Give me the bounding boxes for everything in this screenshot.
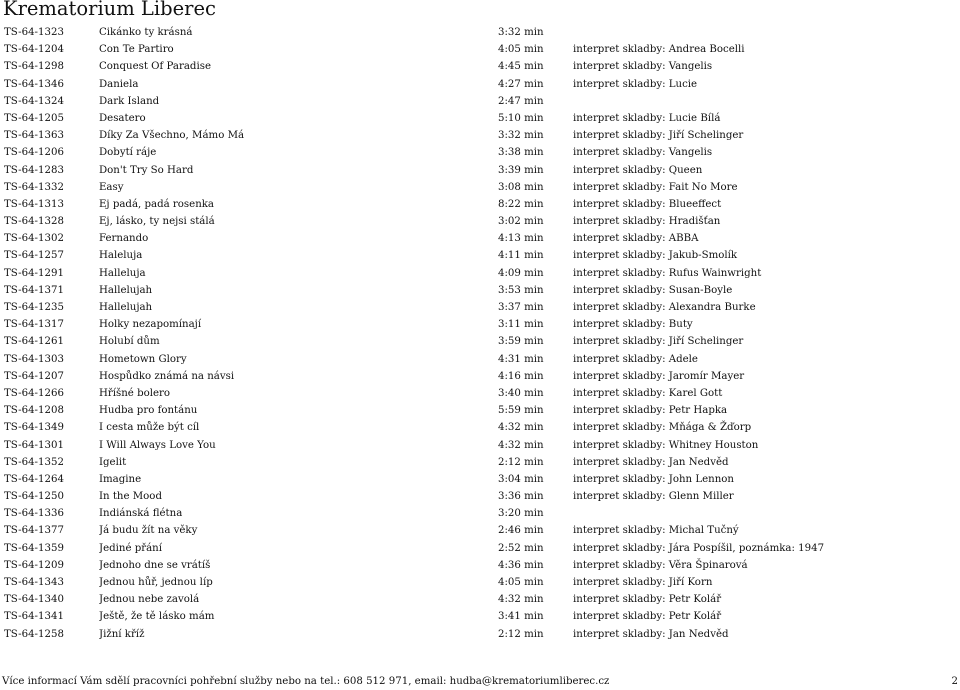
song-performer: interpret skladby: ABBA <box>573 233 699 245</box>
song-table <box>0 24 960 643</box>
song-title: Dark Island <box>99 95 160 107</box>
song-performer: interpret skladby: Jakub-Smolík <box>573 250 738 262</box>
song-title: Dobytí ráje <box>99 147 157 159</box>
song-title: Easy <box>99 181 124 193</box>
song-title: Haleluja <box>99 250 143 262</box>
table-row <box>0 213 960 230</box>
song-performer: interpret skladby: Hradišťan <box>573 216 721 228</box>
song-code: TS-64-1324 <box>4 95 64 107</box>
song-code: TS-64-1313 <box>4 198 64 210</box>
song-duration: 4:45 min <box>498 61 544 73</box>
song-duration: 3:38 min <box>498 147 544 159</box>
song-code: TS-64-1298 <box>4 61 64 73</box>
song-performer: interpret skladby: Petr Kolář <box>573 594 722 606</box>
song-performer: interpret skladby: Jan Nedvěd <box>573 628 729 640</box>
song-duration: 2:46 min <box>498 525 544 537</box>
song-code: TS-64-1301 <box>4 439 64 451</box>
song-performer: interpret skladby: Rufus Wainwright <box>573 267 762 279</box>
song-title: Cikánko ty krásná <box>99 27 193 38</box>
song-duration: 3:53 min <box>498 284 544 296</box>
song-title: Díky Za Všechno, Mámo Má <box>99 130 245 142</box>
song-duration: 4:13 min <box>498 233 544 245</box>
table-row <box>0 179 960 196</box>
table-row <box>0 316 960 333</box>
table-row <box>0 144 960 161</box>
song-performer: interpret skladby: Petr Hapka <box>573 405 728 417</box>
song-code: TS-64-1266 <box>4 387 64 399</box>
song-performer: interpret skladby: Buty <box>573 319 693 331</box>
song-title: Jednoho dne se vrátíš <box>99 559 211 571</box>
song-title: Holubí dům <box>99 336 160 348</box>
table-row <box>0 110 960 127</box>
song-title: Holky nezapomínají <box>99 319 202 331</box>
song-performer: interpret skladby: Jan Nedvěd <box>573 456 729 468</box>
table-row <box>0 351 960 368</box>
song-title: I Will Always Love You <box>99 439 216 451</box>
song-code: TS-64-1336 <box>4 508 64 520</box>
table-row <box>0 247 960 264</box>
song-duration: 3:11 min <box>498 319 544 331</box>
song-duration: 4:36 min <box>498 559 544 571</box>
song-title: Ej padá, padá rosenka <box>99 198 214 210</box>
song-title: Ještě, že tě lásko mám <box>99 611 215 623</box>
song-title: Ej, lásko, ty nejsi stálá <box>99 216 215 228</box>
song-duration: 5:10 min <box>498 112 544 124</box>
table-row <box>0 282 960 299</box>
song-code: TS-64-1283 <box>4 164 64 176</box>
song-duration: 3:59 min <box>498 336 544 348</box>
table-row <box>0 488 960 505</box>
table-row <box>0 522 960 539</box>
song-code: TS-64-1377 <box>4 525 64 537</box>
table-row <box>0 162 960 179</box>
song-code: TS-64-1235 <box>4 302 64 313</box>
song-title: Hospůdko známá na návsi <box>99 370 235 382</box>
song-title: Desatero <box>99 112 146 124</box>
song-performer: interpret skladby: Whitney Houston <box>573 439 759 451</box>
song-code: TS-64-1303 <box>4 353 64 365</box>
song-duration: 3:41 min <box>498 611 544 623</box>
song-duration: 3:40 min <box>498 387 544 399</box>
song-duration: 3:32 min <box>498 130 544 142</box>
song-code: TS-64-1352 <box>4 456 64 468</box>
page-footer <box>0 674 960 690</box>
song-title: Hallelujah <box>99 302 153 313</box>
table-row <box>0 385 960 402</box>
song-performer: interpret skladby: Lucie Bílá <box>573 112 721 124</box>
song-code: TS-64-1207 <box>4 370 64 382</box>
table-row <box>0 333 960 350</box>
song-code: TS-64-1205 <box>4 112 64 124</box>
song-performer: interpret skladby: Jiří Korn <box>573 577 713 588</box>
song-code: TS-64-1341 <box>4 611 64 623</box>
song-performer: interpret skladby: Blueeffect <box>573 198 722 210</box>
table-row <box>0 368 960 385</box>
song-duration: 5:59 min <box>498 405 544 417</box>
song-title: Igelit <box>99 456 127 468</box>
song-duration: 3:08 min <box>498 181 544 193</box>
song-code: TS-64-1359 <box>4 542 64 554</box>
song-title: Já budu žít na věky <box>99 525 198 537</box>
table-row <box>0 505 960 522</box>
song-title: Halleluja <box>99 267 146 279</box>
song-performer: interpret skladby: Jaromír Mayer <box>573 370 745 382</box>
song-code: TS-64-1264 <box>4 473 64 485</box>
song-performer: interpret skladby: Lucie <box>573 78 698 90</box>
song-title: Jediné přání <box>99 542 163 554</box>
song-duration: 3:04 min <box>498 473 544 485</box>
song-duration: 3:37 min <box>498 302 544 313</box>
song-duration: 4:32 min <box>498 422 544 434</box>
song-title: Don't Try So Hard <box>99 164 194 176</box>
song-code: TS-64-1208 <box>4 405 64 417</box>
song-duration: 8:22 min <box>498 198 544 210</box>
table-row <box>0 402 960 419</box>
table-row <box>0 540 960 557</box>
song-performer: interpret skladby: Michal Tučný <box>573 525 739 537</box>
table-row <box>0 471 960 488</box>
song-code: TS-64-1250 <box>4 491 64 503</box>
song-duration: 3:20 min <box>498 508 544 520</box>
song-title: Hallelujah <box>99 284 153 296</box>
song-duration: 3:39 min <box>498 164 544 176</box>
song-performer: interpret skladby: Alexandra Burke <box>573 302 756 313</box>
song-code: TS-64-1349 <box>4 422 64 434</box>
song-performer: interpret skladby: Glenn Miller <box>573 491 734 503</box>
song-code: TS-64-1323 <box>4 27 64 38</box>
song-performer: interpret skladby: Petr Kolář <box>573 611 722 623</box>
song-title: Imagine <box>99 473 142 485</box>
table-row <box>0 454 960 471</box>
table-row <box>0 608 960 625</box>
footer-contact-text: Více informací Vám sdělí pracovníci pohřební služby nebo na tel.: 608 512 971, email: hudba@krematoriumliberec.cz <box>2 676 610 687</box>
song-code: TS-64-1206 <box>4 147 64 159</box>
song-title: Indiánská flétna <box>99 508 183 520</box>
song-performer: interpret skladby: Karel Gott <box>573 387 723 399</box>
table-row <box>0 626 960 643</box>
song-title: Hříšné bolero <box>99 387 171 399</box>
song-code: TS-64-1363 <box>4 130 64 142</box>
song-code: TS-64-1340 <box>4 594 64 606</box>
song-duration: 3:32 min <box>498 27 544 38</box>
song-performer: interpret skladby: Andrea Bocelli <box>573 44 745 56</box>
song-code: TS-64-1209 <box>4 559 64 571</box>
table-row <box>0 93 960 110</box>
table-row <box>0 230 960 247</box>
song-performer: interpret skladby: Věra Špinarová <box>573 559 748 571</box>
song-code: TS-64-1343 <box>4 577 64 588</box>
song-performer: interpret skladby: Jiří Schelinger <box>573 130 744 142</box>
song-code: TS-64-1257 <box>4 250 64 262</box>
song-title: Jednou nebe zavolá <box>99 594 200 606</box>
song-title: Con Te Partiro <box>99 44 174 56</box>
song-duration: 4:32 min <box>498 439 544 451</box>
table-row <box>0 58 960 75</box>
song-duration: 4:09 min <box>498 267 544 279</box>
song-duration: 4:05 min <box>498 44 544 56</box>
song-duration: 3:36 min <box>498 491 544 503</box>
song-duration: 4:05 min <box>498 577 544 588</box>
song-code: TS-64-1317 <box>4 319 64 331</box>
page-number: 2 <box>951 676 958 687</box>
song-code: TS-64-1371 <box>4 284 64 296</box>
table-row <box>0 419 960 436</box>
song-code: TS-64-1328 <box>4 216 64 228</box>
song-duration: 4:31 min <box>498 353 544 365</box>
song-duration: 4:11 min <box>498 250 544 262</box>
song-title: Hometown Glory <box>99 353 187 365</box>
song-code: TS-64-1302 <box>4 233 64 245</box>
song-performer: interpret skladby: Susan-Boyle <box>573 284 733 296</box>
song-duration: 4:16 min <box>498 370 544 382</box>
page-title: Krematorium Liberec <box>3 0 216 20</box>
table-row <box>0 41 960 58</box>
song-performer: interpret skladby: Queen <box>573 164 703 176</box>
song-performer: interpret skladby: Vangelis <box>573 147 713 159</box>
song-duration: 2:52 min <box>498 542 544 554</box>
song-duration: 4:27 min <box>498 78 544 90</box>
table-row <box>0 76 960 93</box>
song-performer: interpret skladby: Jiří Schelinger <box>573 336 744 348</box>
song-code: TS-64-1261 <box>4 336 64 348</box>
table-row <box>0 265 960 282</box>
table-row <box>0 299 960 316</box>
song-title: Jednou hůř, jednou líp <box>99 577 213 588</box>
song-performer: interpret skladby: John Lennon <box>573 473 734 485</box>
song-performer: interpret skladby: Adele <box>573 353 698 365</box>
table-row <box>0 591 960 608</box>
song-performer: interpret skladby: Jára Pospíšil, poznámka: 1947 <box>573 542 825 554</box>
table-row <box>0 127 960 144</box>
song-title: Jižní kříž <box>99 628 145 640</box>
song-code: TS-64-1291 <box>4 267 64 279</box>
table-row <box>0 24 960 41</box>
table-row <box>0 437 960 454</box>
song-title: I cesta může být cíl <box>99 422 200 434</box>
song-title: Hudba pro fontánu <box>99 405 198 417</box>
song-duration: 4:32 min <box>498 594 544 606</box>
song-performer: interpret skladby: Vangelis <box>573 61 713 73</box>
song-title: Fernando <box>99 233 149 245</box>
song-code: TS-64-1258 <box>4 628 64 640</box>
table-row <box>0 574 960 591</box>
song-title: Conquest Of Paradise <box>99 61 211 73</box>
song-performer: interpret skladby: Mňága & Žďorp <box>573 422 752 434</box>
song-code: TS-64-1346 <box>4 78 64 90</box>
song-title: In the Mood <box>99 491 162 503</box>
song-code: TS-64-1204 <box>4 44 64 56</box>
song-duration: 2:12 min <box>498 628 544 640</box>
song-performer: interpret skladby: Fait No More <box>573 181 738 193</box>
song-duration: 2:47 min <box>498 95 544 107</box>
song-code: TS-64-1332 <box>4 181 64 193</box>
song-title: Daniela <box>99 78 139 90</box>
song-duration: 3:02 min <box>498 216 544 228</box>
table-row <box>0 196 960 213</box>
table-row <box>0 557 960 574</box>
song-duration: 2:12 min <box>498 456 544 468</box>
